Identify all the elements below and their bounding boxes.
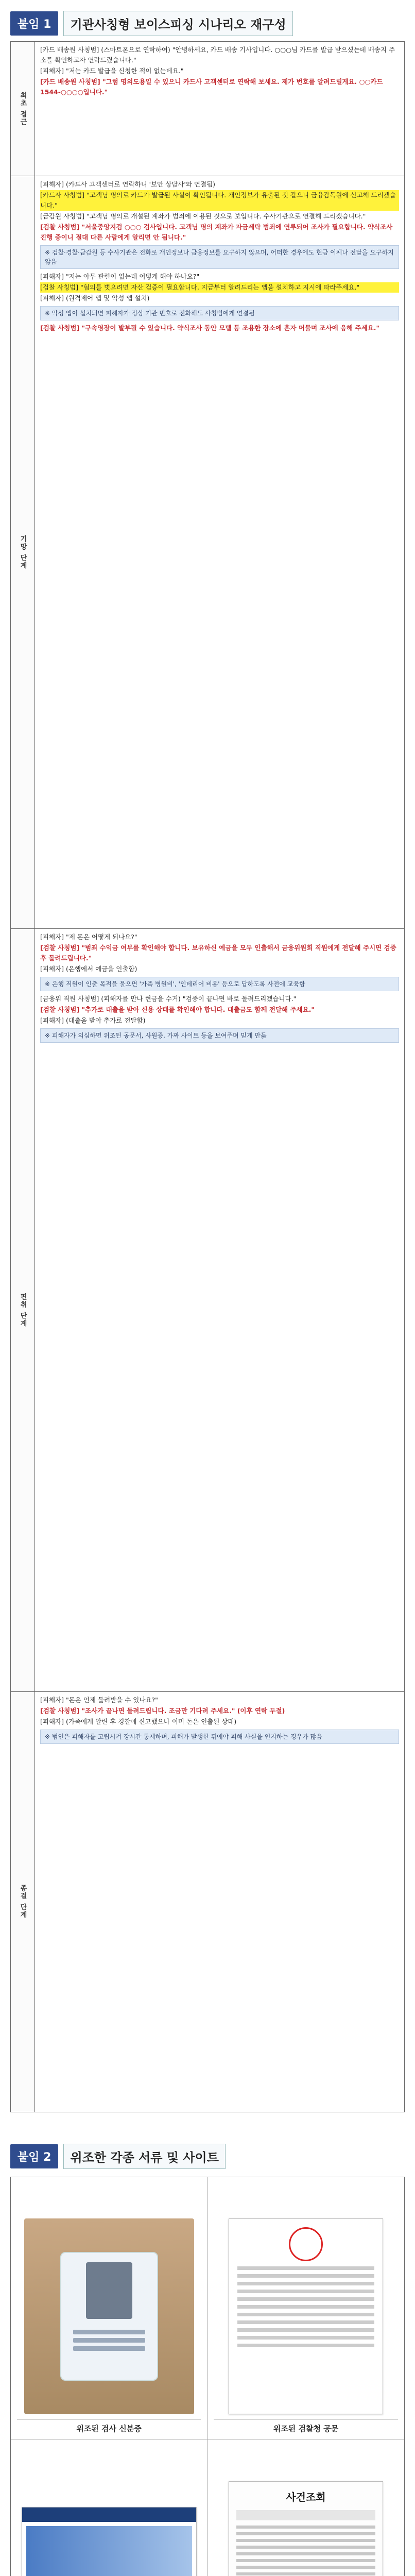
dialogue-line: [검찰 사칭범] "서울중앙지검 ○○○ 검사입니다. 고객님 명의 계좌가 자금세탁 범죄에 연루되어 조사가 필요합니다. 약식조사 진행 중이니 절대 다른 사람에게 알리면 안 됩니다." bbox=[40, 223, 393, 241]
note-box: ※ 검찰·경찰·금감원 등 수사기관은 전화로 개인정보나 금융정보를 요구하지 않으며, 어떠한 경우에도 현금 이체나 전달을 요구하지 않음 bbox=[40, 245, 399, 269]
dialogue-line: [카드 배송원 사칭범] (스마트폰으로 연락하여) "안녕하세요, 카드 배송 기사입니다. ○○○님 카드를 발급 받으셨는데 배송지 주소를 확인하고자 연락드렸습니다." bbox=[40, 46, 395, 64]
fake-doc-cell bbox=[208, 2177, 404, 2439]
dialogue-line: [피해자] "저는 카드 발급을 신청한 적이 없는데요." bbox=[40, 67, 184, 75]
dialogue-line: [피해자] "돈은 언제 돌려받을 수 있나요?" bbox=[40, 1696, 158, 1704]
scenario-row-closing bbox=[11, 1692, 404, 2112]
dialogue-line: [피해자] (가족에게 알린 후 경찰에 신고했으나 이미 돈은 인출된 상태) bbox=[40, 1718, 237, 1725]
image-caption: 위조된 검찰청 공문 bbox=[214, 2419, 398, 2434]
scenario-content bbox=[35, 176, 404, 928]
stage-label: 최초 접근 bbox=[11, 42, 35, 176]
dialogue-line: [금융위 직원 사칭범] (피해자를 만나 현금을 수거) "검증이 끝나면 바로 돌려드리겠습니다." bbox=[40, 995, 297, 1003]
dialogue-line: [카드 배송원 사칭범] "그럼 명의도용일 수 있으니 카드사 고객센터로 연락해 보세요. 제가 번호를 알려드릴게요. ○○카드 1544-○○○○입니다." bbox=[40, 78, 383, 96]
fake-id-photo bbox=[24, 2218, 194, 2414]
fake-official-letter bbox=[229, 2218, 383, 2414]
fake-website-screenshot bbox=[22, 2507, 197, 2576]
note-box: ※ 피해자가 의심하면 위조된 공문서, 사원증, 가짜 사이트 등을 보여주며 믿게 만듦 bbox=[40, 1028, 399, 1043]
scenario-row-extortion bbox=[11, 929, 404, 1692]
stage-label: 기망 단계 bbox=[11, 176, 35, 928]
scenario-content bbox=[35, 1692, 404, 2112]
fake-case-lookup bbox=[229, 2481, 383, 2576]
section2-badge: 붙임 2 bbox=[10, 2144, 58, 2168]
scenario-row-deception bbox=[11, 176, 404, 929]
dialogue-line: [피해자] "제 돈은 어떻게 되나요?" bbox=[40, 933, 137, 941]
seal-icon bbox=[289, 2227, 323, 2261]
section2-heading bbox=[10, 2143, 226, 2169]
fake-doc-cell bbox=[11, 2177, 208, 2439]
doc-heading: 사건조회 bbox=[286, 2491, 326, 2503]
dialogue-line: [피해자] (대출을 받아 추가로 전달함) bbox=[40, 1016, 146, 1024]
portrait-placeholder bbox=[86, 2262, 132, 2319]
note-box: ※ 은행 직원이 인출 목적을 물으면 '가족 병원비', '인테리어 비용' 등으로 답하도록 사전에 교육함 bbox=[40, 977, 399, 991]
dialogue-line: [검찰 사칭범] "범죄 수익금 여부를 확인해야 합니다. 보유하신 예금을 모두 인출해서 금융위원회 직원에게 전달해 주시면 검증 후 돌려드립니다." bbox=[40, 944, 396, 962]
section1-badge: 붙임 1 bbox=[10, 11, 58, 36]
image-caption: 위조된 검사 신분증 bbox=[17, 2419, 201, 2434]
fake-doc-cell bbox=[11, 2439, 208, 2576]
fake-doc-cell bbox=[208, 2439, 404, 2576]
scenario-content bbox=[35, 929, 404, 1691]
scenario-row-approach bbox=[11, 42, 404, 176]
dialogue-line: [검찰 사칭범] "추가로 대출을 받아 신용 상태를 확인해야 합니다. 대출금도 함께 전달해 주세요." bbox=[40, 1006, 315, 1013]
note-box: ※ 범인은 피해자를 고립시켜 장시간 통제하며, 피해가 발생한 뒤에야 피해 사실을 인지하는 경우가 많음 bbox=[40, 1730, 399, 1744]
dialogue-line: [검찰 사칭범] "혐의를 벗으려면 자산 검증이 필요합니다. 지금부터 알려드리는 앱을 설치하고 지시에 따라주세요." bbox=[40, 282, 399, 293]
section1-title: 기관사칭형 보이스피싱 시나리오 재구성 bbox=[63, 11, 292, 36]
dialogue-line: [피해자] (카드사 고객센터로 연락하니 '보안 상담사'와 연결됨) bbox=[40, 180, 216, 188]
section1-heading bbox=[10, 10, 293, 36]
id-badge bbox=[60, 2252, 158, 2381]
dialogue-line: [피해자] "저는 아무 관련이 없는데 어떻게 해야 하나요?" bbox=[40, 273, 200, 280]
dialogue-line: [카드사 사칭범] "고객님 명의로 카드가 발급된 사실이 확인됩니다. 개인정보가 유출된 것 같으니 금융감독원에 신고해 드리겠습니다." bbox=[40, 190, 399, 211]
dialogue-line: [금감원 사칭범] "고객님 명의로 개설된 계좌가 범죄에 이용된 것으로 보입니다. 수사기관으로 연결해 드리겠습니다." bbox=[40, 212, 366, 220]
note-box: ※ 악성 앱이 설치되면 피해자가 정상 기관 번호로 전화해도 사칭범에게 연결됨 bbox=[40, 306, 399, 320]
fake-documents-grid bbox=[10, 2177, 405, 2576]
scenario-content bbox=[35, 42, 404, 176]
dialogue-line: [피해자] (원격제어 앱 및 악성 앱 설치) bbox=[40, 294, 150, 302]
dialogue-line: [피해자] (은행에서 예금을 인출함) bbox=[40, 965, 137, 973]
stage-label: 종결 단계 bbox=[11, 1692, 35, 2112]
dialogue-line: [검찰 사칭범] "조사가 끝나면 돌려드립니다. 조금만 기다려 주세요." (이후 연락 두절) bbox=[40, 1707, 285, 1715]
section2-title: 위조한 각종 서류 및 사이트 bbox=[63, 2144, 225, 2169]
stage-label: 편취 단계 bbox=[11, 929, 35, 1691]
scenario-table bbox=[10, 41, 405, 2112]
dialogue-line: [검찰 사칭범] "구속영장이 발부될 수 있습니다. 약식조사 동안 모텔 등 조용한 장소에 혼자 머물며 조사에 응해 주세요." bbox=[40, 324, 380, 332]
